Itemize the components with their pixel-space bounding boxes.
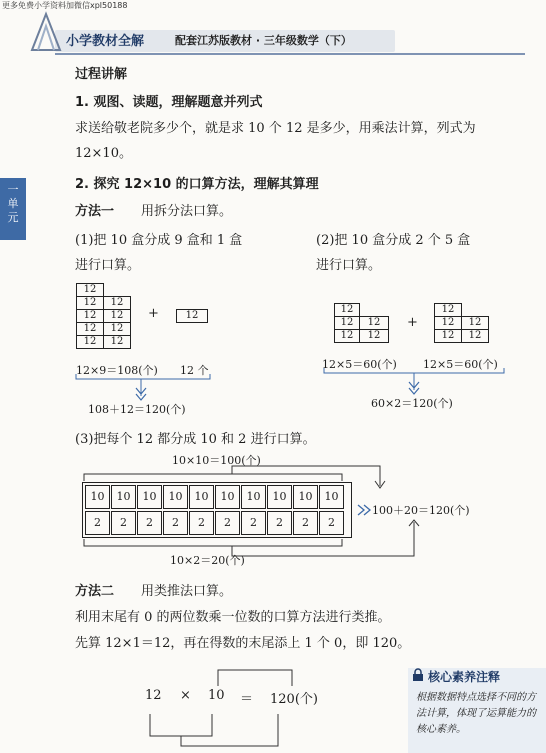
unit-tab-char-3: 元 (7, 211, 19, 224)
method1-label: 方法一 (75, 204, 115, 219)
split-ten-cell: 10 (189, 485, 214, 509)
book-series-title: 小学教材全解 (66, 34, 145, 49)
box-cell: 12 (461, 316, 489, 330)
box-cell: 12 (359, 316, 389, 330)
method2-eq-times: × (180, 688, 191, 703)
core-literacy-title: 核心素养注释 (428, 670, 501, 684)
box-cell: 12 (76, 296, 104, 310)
box-cell: 12 (76, 309, 104, 323)
split-ten-cell: 10 (85, 485, 110, 509)
method2-eq-factor-a: 12 (145, 688, 162, 703)
case1-plus-sign: + (148, 306, 159, 321)
split-two-cell: 2 (319, 511, 344, 535)
split-two-cell: 2 (241, 511, 266, 535)
split-ten-cell: 10 (241, 485, 266, 509)
case1-bracket-arrow-icon (70, 370, 220, 404)
split-ten-cell: 10 (267, 485, 292, 509)
box-cell: 12 (103, 309, 131, 323)
box-cell: 12 (103, 322, 131, 336)
split-ten-cell: 10 (319, 485, 344, 509)
case1-result: 108＋12＝120(个) (88, 403, 186, 416)
box-cell: 12 (76, 322, 104, 336)
unit-tab-char-1: 一 (7, 183, 19, 196)
split-two-cell: 2 (137, 511, 162, 535)
case1-text-line1: (1)把 10 盒分成 9 盒和 1 盒 (75, 233, 243, 248)
case2-expression-b: 12×5＝60(个) (423, 358, 498, 371)
case1-expression-a: 12×9＝108(个) (76, 364, 158, 377)
unit-side-tab (0, 178, 26, 240)
step2-heading: 2. 探究 12×10 的口算方法，理解其算理 (75, 177, 319, 192)
box-cell: 12 (434, 316, 462, 330)
case2-plus-sign: + (407, 315, 418, 330)
box-cell: 12 (359, 329, 389, 343)
lock-icon (412, 668, 424, 682)
split-two-cell: 2 (267, 511, 292, 535)
split-ten-cell: 10 (163, 485, 188, 509)
case2-text-line1: (2)把 10 盒分成 2 个 5 盒 (316, 233, 471, 248)
box-cell: 12 (176, 309, 208, 323)
box-cell: 12 (334, 329, 360, 343)
case3-result: 100＋20＝120(个) (372, 504, 470, 517)
step1-heading: 1. 观图、读题，理解题意并列式 (75, 95, 263, 110)
box-cell: 12 (76, 335, 104, 349)
case2-result: 60×2＝120(个) (371, 397, 453, 410)
method2-line1: 利用末尾有 0 的两位数乘一位数的口算方法进行类推。 (75, 610, 391, 625)
box-cell: 12 (334, 303, 360, 317)
case1-expression-b: 12 个 (180, 364, 209, 377)
case1-text-line2: 进行口算。 (75, 258, 141, 273)
core-literacy-body: 根据数据特点选择不同的方法计算，体现了运算能力的核心素养。 (416, 692, 536, 735)
box-cell: 12 (76, 283, 104, 297)
split-two-cell: 2 (111, 511, 136, 535)
split-two-cell: 2 (85, 511, 110, 535)
step1-text-line1: 求送给敬老院多少个，就是求 10 个 12 是多少，用乘法计算，列式为 (75, 121, 476, 136)
box-cell: 12 (434, 303, 462, 317)
method2-eq-product: 120(个) (270, 692, 318, 707)
case3-top-expression: 10×10＝100(个) (172, 454, 261, 467)
box-cell: 12 (334, 316, 360, 330)
box-cell: 12 (434, 329, 462, 343)
split-ten-cell: 10 (215, 485, 240, 509)
split-ten-cell: 10 (137, 485, 162, 509)
unit-tab-char-2: 单 (7, 197, 19, 210)
split-ten-cell: 10 (293, 485, 318, 509)
case2-expression-a: 12×5＝60(个) (322, 358, 397, 371)
case2-bracket-arrow-icon (318, 364, 514, 398)
case3-split-table (82, 482, 352, 538)
method2-eq-factor-b: 10 (208, 688, 225, 703)
method2-line2: 先算 12×1＝12，再在得数的末尾添上 1 个 0，即 120。 (75, 636, 411, 651)
method2-text: 用类推法口算。 (141, 584, 233, 599)
method2-label: 方法二 (75, 584, 115, 599)
book-edition-subtitle: 配套江苏版教材 · 三年级数学（下） (175, 34, 352, 47)
section-title: 过程讲解 (75, 67, 128, 82)
box-cell: 12 (103, 335, 131, 349)
box-cell: 12 (103, 296, 131, 310)
split-two-cell: 2 (293, 511, 318, 535)
box-cell: 12 (461, 329, 489, 343)
split-two-cell: 2 (163, 511, 188, 535)
book-logo-icon (28, 10, 64, 54)
case3-text: (3)把每个 12 都分成 10 和 2 进行口算。 (75, 432, 316, 447)
method2-eq-equals: ＝ (240, 692, 254, 707)
watermark-text: 更多免费小学资料加微信xpl50188 (2, 1, 128, 10)
method1-text: 用拆分法口算。 (141, 204, 233, 219)
split-ten-cell: 10 (111, 485, 136, 509)
split-two-cell: 2 (215, 511, 240, 535)
header-rule (55, 53, 525, 55)
case2-text-line2: 进行口算。 (316, 258, 382, 273)
case3-bottom-expression: 10×2＝20(个) (170, 554, 245, 567)
step1-text-line2: 12×10。 (75, 146, 132, 161)
split-two-cell: 2 (189, 511, 214, 535)
